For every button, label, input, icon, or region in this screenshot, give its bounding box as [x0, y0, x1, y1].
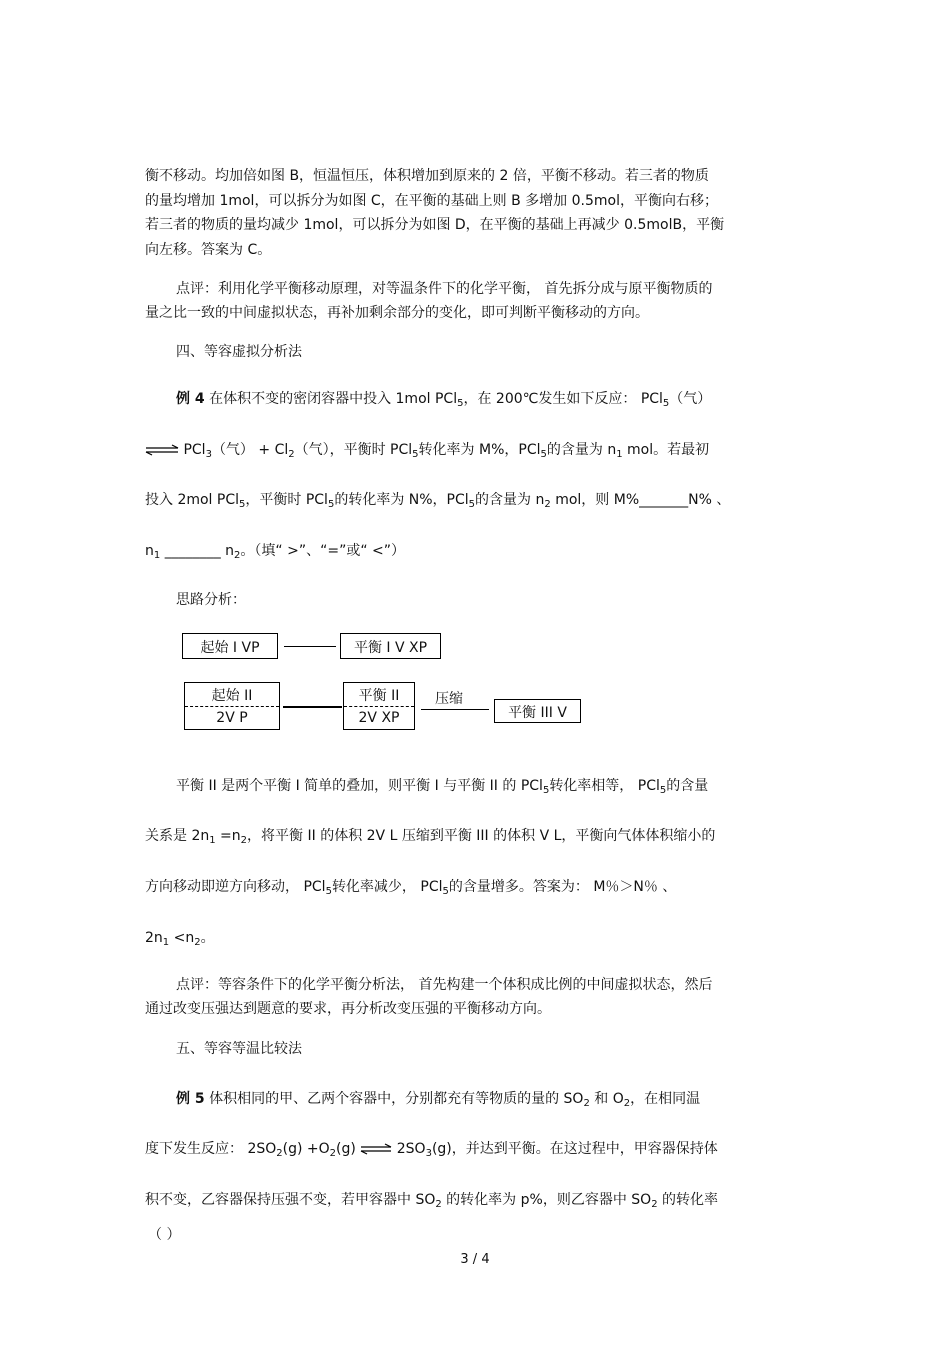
- paragraph-line: 若三者的物质的量均减少 1mol，可以拆分为如图 D，在平衡的基础上再减少 0.5molB，平衡: [145, 217, 725, 233]
- state-box-equilibrium-1: 平衡 I V XP: [340, 633, 441, 659]
- example-label: 例 4: [176, 391, 205, 407]
- example-row: 投入 2mol PCl$_5$，平衡时 PCl$_5$的转化率为 N%，PCl$_5$的含量为 $n_2$ mol，则 M%_______N% 、: [145, 492, 731, 510]
- example-row: 积不变，乙容器保持压强不变，若甲容器中 $SO_2$ 的转化率为 p%，则乙容器中 $SO_2$ 的转化率: [145, 1192, 719, 1210]
- comment-line: 点评：利用化学平衡移动原理，对等温条件下的化学平衡， 首先拆分成与原平衡物质的: [176, 281, 713, 297]
- state-box-start-2: 起始 II 2V P: [184, 682, 280, 730]
- explanation-row: $2n_1 <n_2$。: [145, 930, 215, 948]
- example-row: 例 5 体积相同的甲、乙两个容器中，分别都充有等物质的量的 $SO_2$ 和 $O_2$，在相同温: [176, 1091, 701, 1109]
- paragraph-line: 向左移。答案为 C。: [145, 242, 272, 258]
- paragraph-line: 的量均增加 1mol，可以拆分为如图 C，在平衡的基础上则 B 多增加 0.5mol，平衡向右移；: [145, 193, 718, 209]
- section-title: 四、等容虚拟分析法: [176, 344, 302, 360]
- explanation-row: 平衡 II 是两个平衡 I 简单的叠加，则平衡 I 与平衡 II 的 PCl$_5$转化率相等， PCl$_5$的含量: [176, 778, 709, 796]
- equilibrium-arrow-icon: [145, 444, 179, 456]
- equilibrium-arrow-icon: [360, 1143, 392, 1155]
- comment-line: 通过改变压强达到题意的要求，再分析改变压强的平衡移动方向。: [145, 1001, 551, 1017]
- state-box-equilibrium-3: 平衡 III V: [494, 699, 581, 723]
- page-number: 3 / 4: [460, 1252, 490, 1267]
- state-box-equilibrium-2: 平衡 II 2V XP: [343, 682, 415, 730]
- example-row: 度下发生反应： $2SO_2(g) +O_2(g)$ $2SO_3(g)$，并达到平衡。在这过程中，甲容器保持体: [145, 1141, 718, 1159]
- example-row: 例 4 在体积不变的密闭容器中投入 1mol PCl$_5$，在 200℃发生如下反应： PCl$_5$（气）: [176, 391, 712, 409]
- connector-line: [283, 706, 342, 708]
- example-label: 例 5: [176, 1091, 205, 1107]
- analysis-label: 思路分析：: [176, 592, 246, 608]
- example-row: PCl$_3$（气） + $Cl_2$（气），平衡时 PCl$_5$转化率为 M%，PCl$_5$的含量为 $n_1$ mol。若最初: [145, 436, 709, 464]
- connector-line: [421, 709, 489, 710]
- section-title: 五、等容等温比较法: [176, 1041, 302, 1057]
- explanation-row: 方向移动即逆方向移动， PCl$_5$转化率减少， PCl$_5$的含量增多。答案为： M％＞N％ 、: [145, 879, 677, 897]
- compress-label: 压缩: [435, 691, 463, 707]
- answer-blank: （ ）: [148, 1227, 181, 1243]
- state-box-start-1: 起始 I VP: [182, 633, 278, 659]
- connector-line: [284, 646, 336, 647]
- example-row: $n_1$ ________ $n_2$。（填“ >”、“=”或“ <”）: [145, 543, 406, 561]
- explanation-row: 关系是 $2n_1 =n_2$，将平衡 II 的体积 2V L 压缩到平衡 III 的体积 V L，平衡向气体体积缩小的: [145, 828, 716, 846]
- comment-line: 点评：等容条件下的化学平衡分析法， 首先构建一个体积成比例的中间虚拟状态，然后: [176, 977, 713, 993]
- comment-line: 量之比一致的中间虚拟状态，再补加剩余部分的变化，即可判断平衡移动的方向。: [145, 305, 649, 321]
- paragraph-line: 衡不移动。均加倍如图 B，恒温恒压，体积增加到原来的 2 倍，平衡不移动。若三者的物质: [145, 168, 709, 184]
